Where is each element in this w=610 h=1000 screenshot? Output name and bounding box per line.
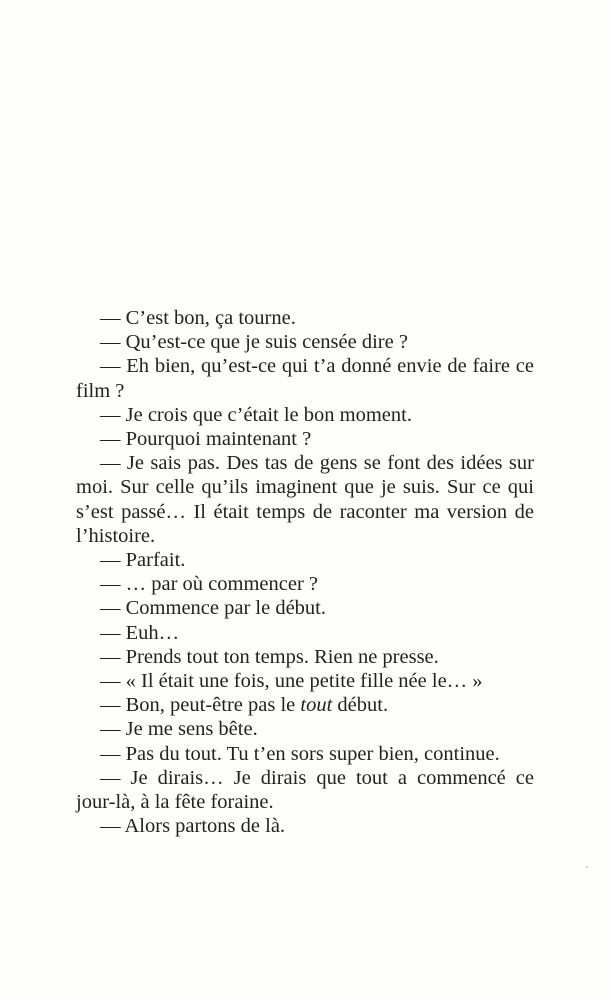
dialogue-line: — Prends tout ton temps. Rien ne presse. bbox=[100, 645, 439, 668]
dialogue-line: — Je me sens bête. bbox=[100, 718, 258, 741]
dialogue-line: — Pas du tout. Tu t’en sors super bien, continue. bbox=[100, 742, 500, 765]
dialogue-line: — Je sais pas. Des tas de gens se font des idées sur moi. Sur celle qu’ils imaginent que je suis. Sur ce qui s’est passé… Il était temps de raconter ma version de l’histoire. bbox=[76, 452, 534, 547]
dialogue-line-emphasis bbox=[76, 693, 534, 717]
dialogue-line: — Qu’est-ce que je suis censée dire ? bbox=[100, 331, 408, 354]
dialogue-line: — Parfait. bbox=[100, 549, 186, 572]
dialogue-line: — Alors partons de là. bbox=[100, 815, 286, 838]
dialogue-line: — Eh bien, qu’est-ce qui t’a donné envie de faire ce film ? bbox=[76, 355, 534, 402]
dialogue-line: — C’est bon, ça tourne. bbox=[100, 307, 296, 329]
paper-speck bbox=[586, 866, 588, 868]
line-part-before: — Bon, peut-être pas le bbox=[100, 694, 301, 717]
dialogue-line: — Pourquoi maintenant ? bbox=[100, 428, 312, 451]
dialogue-text bbox=[76, 306, 534, 838]
dialogue-line: — … par où commencer ? bbox=[100, 573, 319, 596]
dialogue-line: — Euh… bbox=[100, 621, 180, 644]
dialogue-line: — Je crois que c’était le bon moment. bbox=[100, 403, 412, 426]
emphasized-word: tout bbox=[300, 694, 333, 717]
dialogue-line: — Commence par le début. bbox=[100, 597, 327, 620]
dialogue-line: — Je dirais… Je dirais que tout a commencé ce jour-là, à la fête foraine. bbox=[76, 766, 534, 814]
dialogue-line: — « Il était une fois, une petite fille née le… » bbox=[100, 670, 483, 693]
line-part-after: début. bbox=[332, 694, 389, 717]
